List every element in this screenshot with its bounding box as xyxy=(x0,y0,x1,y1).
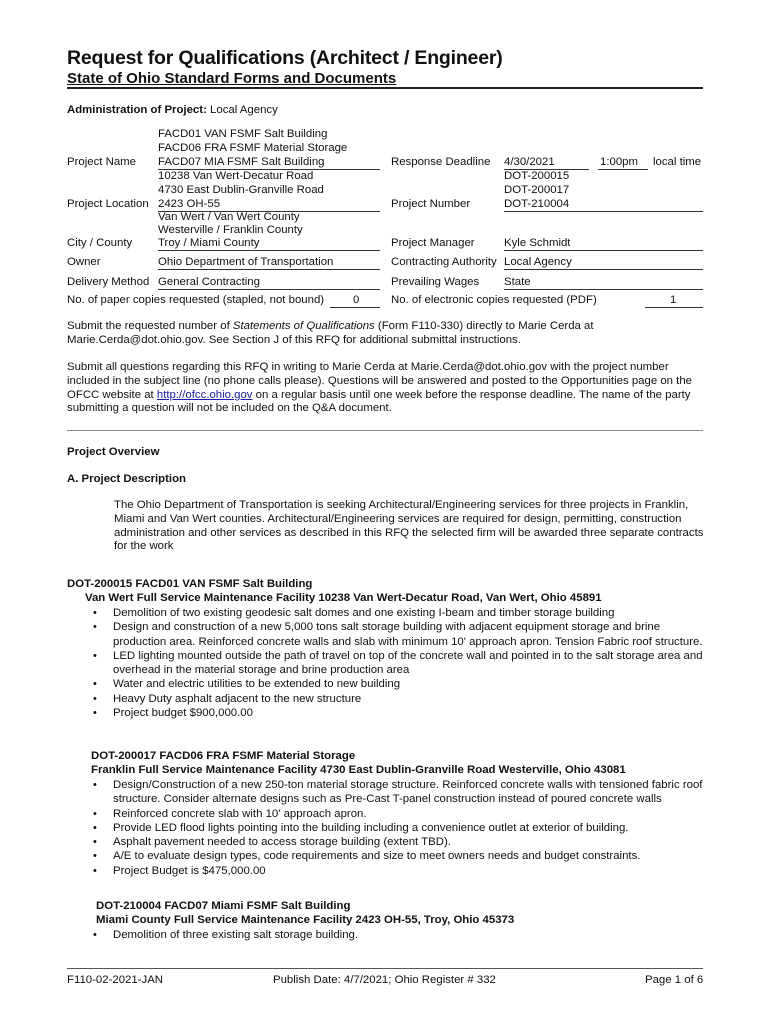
project-description-text: The Ohio Department of Transportation is seeking Architectural/Engineering services for three projects in Franklin, Miami and Van Wert counties. Architectural/Engineering services are required for design, permitting, construction administration and other services as described in this RFQ the selected firm will be awarded three separate contracts for the work xyxy=(114,499,704,553)
list-item: • Asphalt pavement needed to access storage building (extent TBD). xyxy=(85,835,705,849)
project-3-bullets xyxy=(85,928,705,942)
project-number-1: DOT-200015 xyxy=(504,170,570,182)
questions-instructions: Submit all questions regarding this RFQ in writing to Marie Cerda at Marie.Cerda@dot.ohio.gov with the project number included in the subject line (no phone calls please). Questions will be answered and posted to the Opportunities page on the OFCC website at http://ofcc.ohio.gov on a regular basis until one week before the response deadline. The name of the party submitting a question will not be included on the Q&A document. xyxy=(67,361,692,415)
project-name-label: Project Name xyxy=(67,156,137,168)
project-1-subtitle: Van Wert Full Service Maintenance Facility 10238 Van Wert-Decatur Road, Van Wert, Ohio 45891 xyxy=(85,592,602,604)
project-1-bullets xyxy=(85,606,705,720)
project-name-line-1: FACD01 VAN FSMF Salt Building xyxy=(158,128,328,140)
document-title: Request for Qualifications (Architect / Engineer) xyxy=(67,47,503,69)
submit-instructions: Submit the requested number of Statements of Qualifications (Form F110-330) directly to Marie Cerda at Marie.Cerda@dot.ohio.gov. See Section J of this RFQ for additional submittal instructions. xyxy=(67,320,594,346)
project-number-3: DOT-210004 xyxy=(504,198,570,210)
owner-value: Ohio Department of Transportation xyxy=(158,256,334,268)
list-item: • Heavy Duty asphalt adjacent to the new structure xyxy=(85,692,705,706)
response-deadline-label: Response Deadline xyxy=(391,156,491,168)
electronic-copies-underline xyxy=(645,307,703,308)
header-rule xyxy=(67,87,703,89)
soq-italic: Statements of Qualifications xyxy=(232,320,375,332)
administration-label: Administration of Project: xyxy=(67,104,207,116)
contracting-authority-underline xyxy=(504,269,703,270)
project-name-line-3: FACD07 MIA FSMF Salt Building xyxy=(158,156,325,168)
paper-copies-value: 0 xyxy=(353,294,360,306)
list-item: • Project Budget is $475,000.00 xyxy=(85,864,705,878)
project-2-bullets xyxy=(85,778,705,878)
project-manager-value: Kyle Schmidt xyxy=(504,237,571,249)
owner-label: Owner xyxy=(67,256,101,268)
project-overview-heading: Project Overview xyxy=(67,446,160,458)
administration-line xyxy=(67,104,278,117)
section-divider xyxy=(67,430,703,431)
project-location-line-2: 4730 East Dublin-Granville Road xyxy=(158,184,324,196)
delivery-method-value: General Contracting xyxy=(158,276,260,288)
electronic-copies-value: 1 xyxy=(670,294,677,306)
contracting-authority-value: Local Agency xyxy=(504,256,572,268)
footer-rule xyxy=(67,968,703,969)
project-location-line-1: 10238 Van Wert-Decatur Road xyxy=(158,170,314,182)
administration-value: Local Agency xyxy=(210,104,278,116)
project-2-title: DOT-200017 FACD06 FRA FSMF Material Storage xyxy=(91,750,356,762)
footer-publish-date: Publish Date: 4/7/2021; Ohio Register # 332 xyxy=(273,974,496,986)
list-item: • Design/Construction of a new 250-ton material storage structure. Reinforced concrete walls with tensioned fabric roof structure. Consider alternate designs such as Pre-Cast T-panel construction instead of poured concrete walls xyxy=(85,778,705,807)
project-1-title: DOT-200015 FACD01 VAN FSMF Salt Building xyxy=(67,578,313,590)
footer-page-number: Page 1 of 6 xyxy=(645,974,704,986)
owner-underline xyxy=(158,269,380,270)
list-item: • A/E to evaluate design types, code requirements and size to meet owners needs and budget constraints. xyxy=(85,849,705,863)
list-item: • Provide LED flood lights pointing into the building including a convenience outlet at exterior of building. xyxy=(85,821,705,835)
paper-copies-underline xyxy=(330,307,380,308)
city-county-underline xyxy=(158,250,380,251)
project-name-line-2: FACD06 FRA FSMF Material Storage xyxy=(158,142,348,154)
delivery-method-label: Delivery Method xyxy=(67,276,150,288)
response-time-underline xyxy=(598,169,648,170)
project-2-subtitle: Franklin Full Service Maintenance Facility 4730 East Dublin-Granville Road Westerville, Ohio 43081 xyxy=(91,764,626,776)
project-manager-underline xyxy=(504,250,703,251)
response-deadline-time: 1:00pm xyxy=(600,156,638,168)
ofcc-website-link[interactable]: http://ofcc.ohio.gov xyxy=(156,388,253,401)
project-location-line-3: 2423 OH-55 xyxy=(158,198,221,210)
response-deadline-date: 4/30/2021 xyxy=(504,156,555,168)
document-subtitle: State of Ohio Standard Forms and Documents xyxy=(67,70,397,87)
city-county-line-2: Westerville / Franklin County xyxy=(158,224,303,236)
footer-form-id: F110-02-2021-JAN xyxy=(67,974,164,986)
city-county-line-3: Troy / Miami County xyxy=(158,237,260,249)
delivery-method-underline xyxy=(158,289,380,290)
project-number-label: Project Number xyxy=(391,198,471,210)
list-item: • Reinforced concrete slab with 10' approach apron. xyxy=(85,807,705,821)
prevailing-wages-value: State xyxy=(504,276,531,288)
city-county-line-1: Van Wert / Van Wert County xyxy=(158,211,300,223)
list-item: • Design and construction of a new 5,000 tons salt storage building with adjacent equipment storage and brine production area. Reinforced concrete walls and slab with minimum 10' approach apron. Tension Fabric roof structure. xyxy=(85,620,705,649)
prevailing-wages-underline xyxy=(504,289,703,290)
list-item: • Demolition of two existing geodesic salt domes and one existing I-beam and timber storage building xyxy=(85,606,705,620)
project-3-title: DOT-210004 FACD07 Miami FSMF Salt Building xyxy=(96,900,351,912)
list-item: • Demolition of three existing salt storage building. xyxy=(85,928,705,942)
project-manager-label: Project Manager xyxy=(391,237,475,249)
paper-copies-label: No. of paper copies requested (stapled, not bound) xyxy=(67,294,325,306)
electronic-copies-label: No. of electronic copies requested (PDF) xyxy=(391,294,597,306)
project-3-subtitle: Miami County Full Service Maintenance Facility 2423 OH-55, Troy, Ohio 45373 xyxy=(96,914,515,926)
contracting-authority-label: Contracting Authority xyxy=(391,256,497,268)
project-location-label: Project Location xyxy=(67,198,149,210)
list-item: • Water and electric utilities to be extended to new building xyxy=(85,677,705,691)
response-deadline-tz: local time xyxy=(653,156,702,168)
city-county-label: City / County xyxy=(67,237,133,249)
project-description-heading: A. Project Description xyxy=(67,473,186,485)
list-item: • Project budget $900,000.00 xyxy=(85,706,705,720)
prevailing-wages-label: Prevailing Wages xyxy=(391,276,480,288)
project-number-underline xyxy=(504,211,703,212)
project-number-2: DOT-200017 xyxy=(504,184,570,196)
list-item: • LED lighting mounted outside the path of travel on top of the concrete wall and pointed in to the salt storage area and overhead in the material storage and brine production area xyxy=(85,649,705,678)
